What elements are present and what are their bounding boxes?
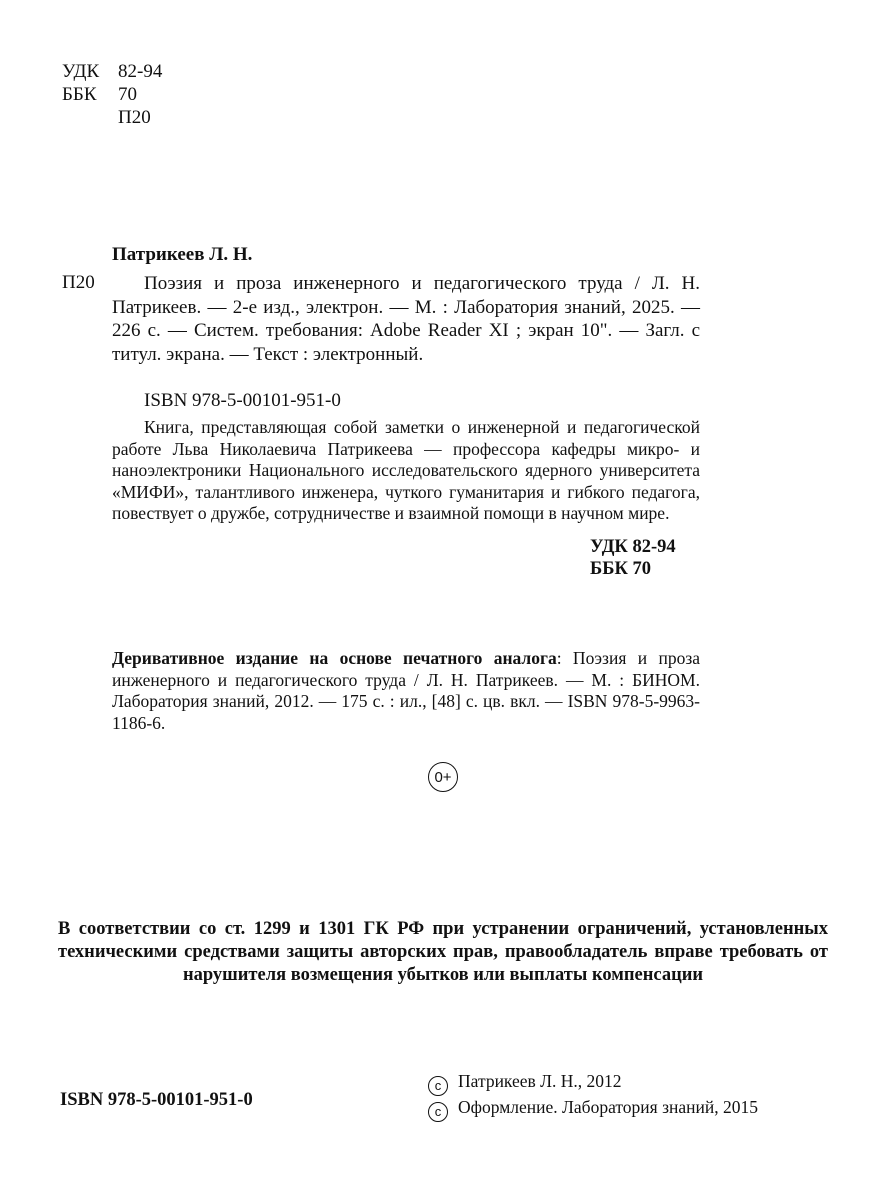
author-code-margin: П20 [62,272,95,293]
udk-label: УДК [62,61,100,82]
author-heading: Патрикеев Л. Н. [112,244,253,265]
isbn-bottom: ISBN 978-5-00101-951-0 [60,1090,253,1110]
bbk-value: 70 [118,84,137,105]
author-code: П20 [118,107,151,128]
bibliographic-record: Поэзия и проза инженерного и педагогического труда / Л. Н. Патрикеев. — 2-е изд., электрон. — М. : Лаборатория знаний, 2025. — 226 с. — Систем. требования: Adobe Reader XI ; экран 10". — Загл. с титул. экрана. — Текст : электронный. [112,273,700,365]
legal-notice: В соответствии со ст. 1299 и 1301 ГК РФ при устранении ограничений, установленных техническими средствами защиты авторских прав, правообладатель вправе требовать от нарушителя возмещения убытков или выплаты компенсации [58,919,828,985]
bbk-row [62,83,162,106]
udk-right: УДК 82-94 [590,537,676,557]
copyright-text-1: Патрикеев Л. Н., 2012 [458,1071,622,1091]
copyright-icon: c [428,1102,448,1122]
derivative-text: : Поэзия и проза инженерного и педагогического труда / Л. Н. Патрикеев. — М. : БИНОМ. Лаборатория знаний, 2012. — 175 с. : ил., [48] с. цв. вкл. — ISBN 978-5-9963-1186-6. [112,648,700,733]
derivative-edition-note [112,648,700,734]
classification-block-top [62,60,162,129]
copyright-icon: c [428,1076,448,1096]
age-rating-badge: 0+ [428,762,458,792]
udk-value: 82-94 [118,61,163,82]
bbk-right: ББК 70 [590,559,652,579]
isbn-line: ISBN 978-5-00101-951-0 [144,390,341,411]
udk-row [62,60,162,83]
copyright-line-2 [428,1096,758,1122]
copyright-line-1 [428,1070,758,1096]
annotation: Книга, представляющая собой заметки о инженерной и педагогической работе Льва Николаевича Патрикеева — профессора кафедры микро- и наноэлектроники Национального исследовательского ядерного университета «МИФИ», талантливого инженера, чуткого гуманитария и гибкого педагога, повествует о дружбе, сотрудничестве и взаимной помощи в научном мире. [112,417,700,523]
derivative-label: Деривативное издание на основе печатного аналога [112,648,557,668]
copyright-block [428,1070,758,1122]
classification-block-right [590,536,676,580]
bbk-label: ББК [62,84,97,105]
copyright-text-2: Оформление. Лаборатория знаний, 2015 [458,1097,758,1117]
